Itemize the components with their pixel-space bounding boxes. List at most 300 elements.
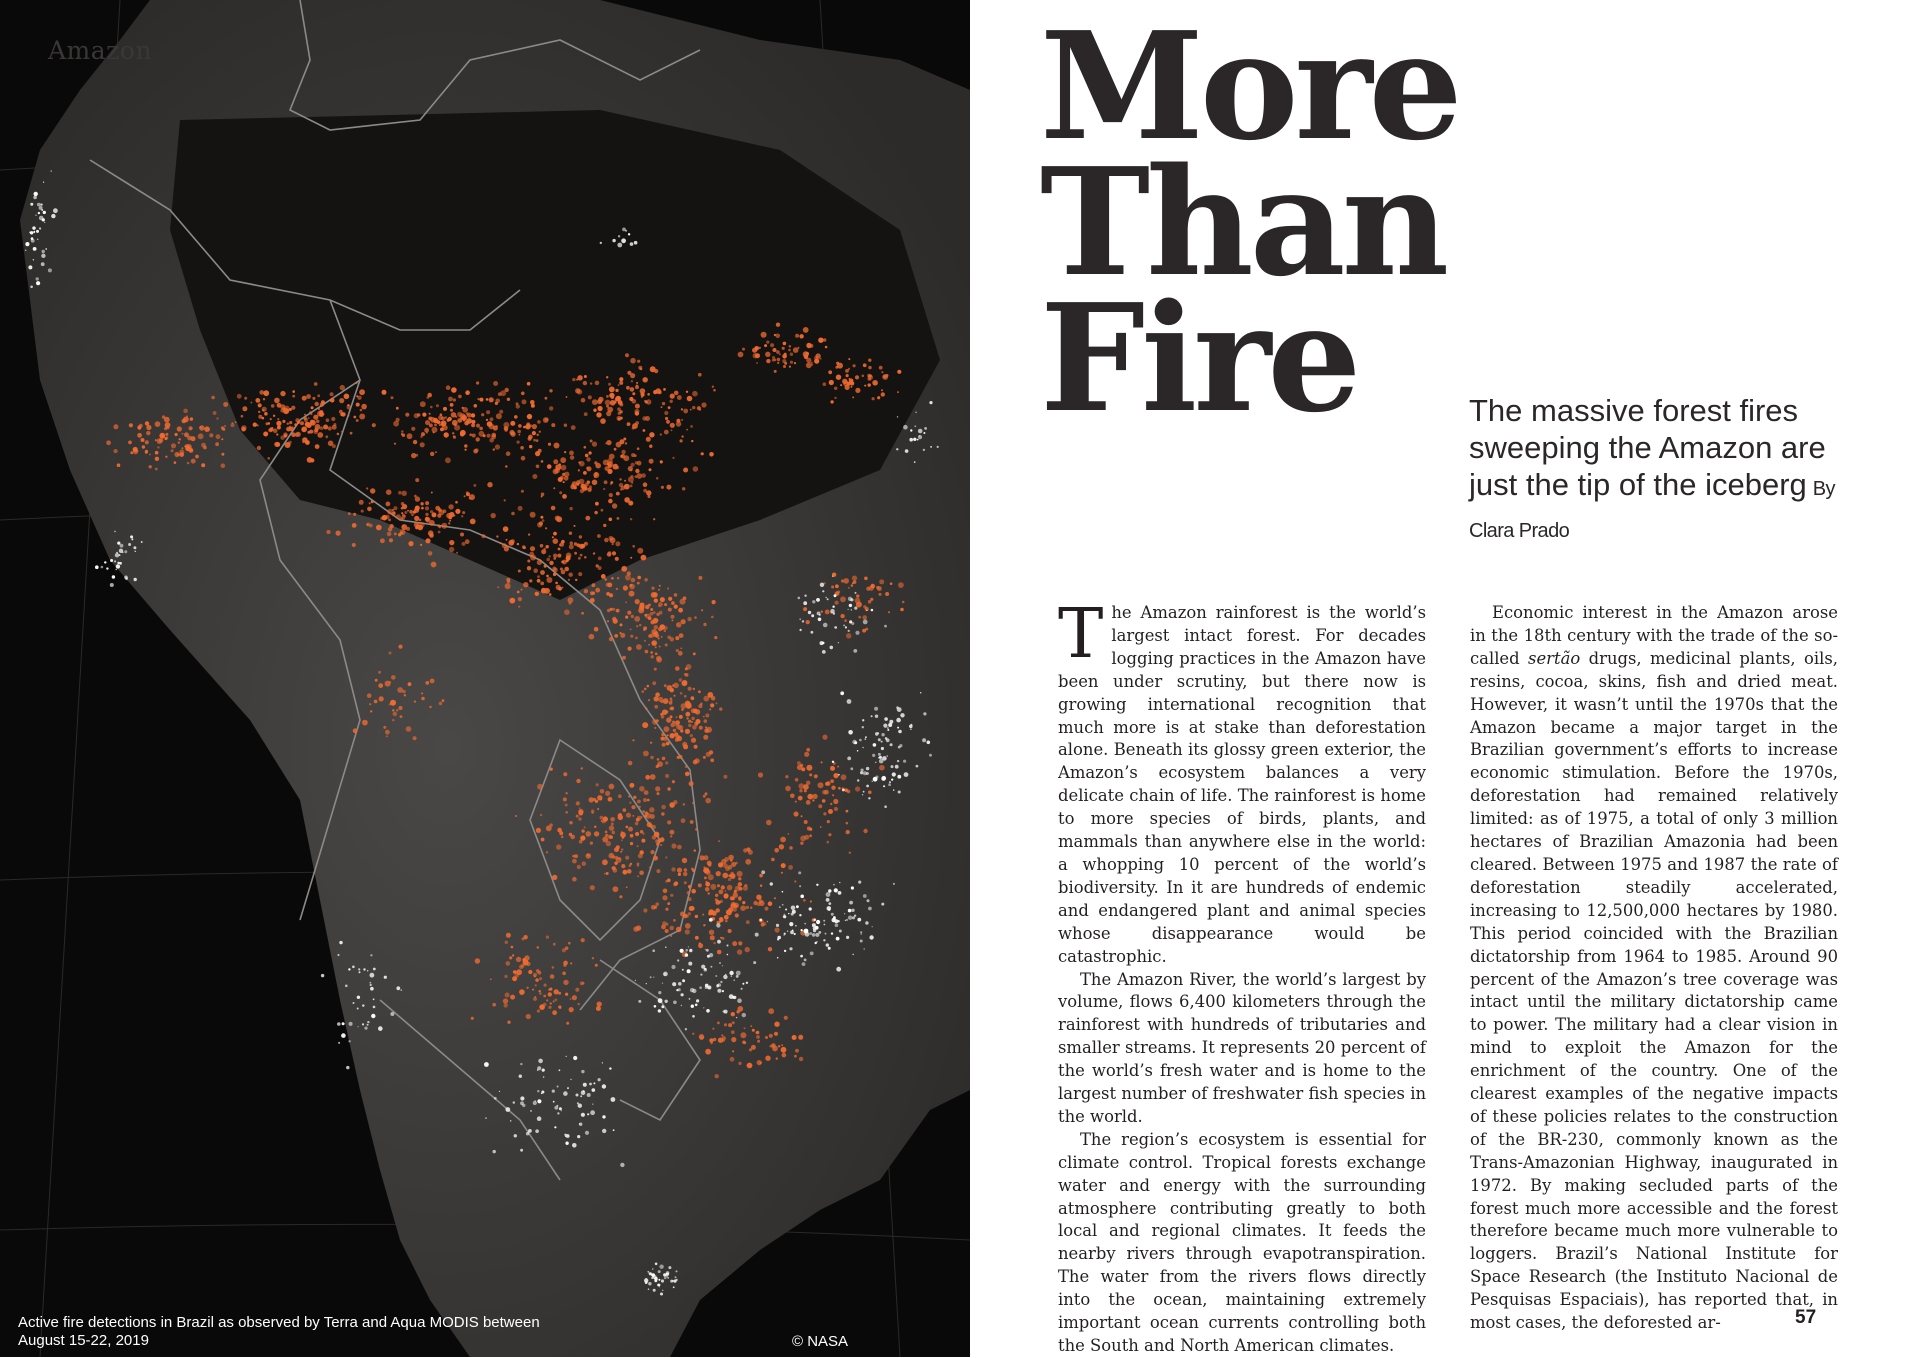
fire-point [615, 389, 618, 392]
fire-point [665, 908, 668, 911]
fire-point [398, 491, 402, 495]
fire-point [782, 347, 785, 350]
fire-point [665, 644, 668, 647]
fire-point [705, 1049, 711, 1055]
city-light [783, 915, 786, 918]
fire-point [678, 608, 683, 613]
fire-point [670, 688, 674, 692]
fire-point [782, 354, 787, 359]
city-light [598, 1078, 601, 1081]
fire-point [777, 362, 779, 364]
city-light [860, 940, 863, 943]
fire-point [799, 334, 803, 338]
fire-point [846, 822, 849, 825]
fire-point [380, 538, 385, 543]
fire-point [612, 866, 616, 870]
fire-point [503, 526, 509, 532]
fire-point [823, 382, 827, 386]
fire-point [188, 448, 192, 452]
city-light [862, 719, 864, 721]
fire-point [845, 385, 850, 390]
fire-point [462, 407, 468, 413]
fire-point [656, 477, 659, 480]
fire-point [760, 885, 762, 887]
city-light [345, 985, 348, 988]
city-light [119, 562, 122, 565]
fire-point [455, 509, 460, 514]
fire-point [510, 995, 515, 1000]
fire-point [532, 431, 536, 435]
fire-point [661, 486, 664, 489]
fire-point [701, 402, 706, 407]
fire-point [331, 417, 335, 421]
city-light [897, 727, 899, 729]
city-light [706, 949, 709, 952]
fire-point [517, 543, 519, 545]
fire-point [693, 760, 698, 765]
city-light [25, 250, 26, 251]
fire-point [490, 417, 494, 421]
fire-point [314, 382, 318, 386]
city-light [898, 730, 902, 734]
fire-point [769, 1034, 773, 1038]
fire-point [391, 396, 394, 399]
fire-point [836, 375, 841, 380]
city-light [30, 203, 33, 206]
city-light [920, 692, 921, 693]
fire-point [687, 396, 693, 402]
fire-point [466, 492, 470, 496]
fire-point [598, 397, 603, 402]
fire-point [198, 433, 204, 439]
fire-point [687, 617, 691, 621]
city-light [746, 982, 748, 984]
city-light [733, 979, 735, 981]
fire-point [465, 539, 470, 544]
fire-point [455, 501, 458, 504]
city-light [676, 1270, 678, 1272]
fire-point [541, 549, 546, 554]
fire-point [622, 656, 626, 660]
city-light [705, 984, 709, 988]
city-light [352, 966, 355, 969]
fire-point [592, 442, 597, 447]
fire-point [268, 422, 271, 425]
fire-point [828, 809, 833, 814]
fire-point [370, 488, 375, 493]
fire-point [732, 1050, 734, 1052]
fire-point [604, 873, 606, 875]
city-light [866, 767, 869, 770]
fire-point [666, 485, 671, 490]
fire-point [187, 462, 190, 465]
fire-point [635, 822, 639, 826]
fire-point [840, 384, 842, 386]
fire-point [653, 642, 656, 645]
fire-point [521, 392, 525, 396]
fire-point [489, 397, 494, 402]
fire-point [189, 426, 193, 430]
fire-point [609, 387, 615, 393]
fire-point [621, 864, 625, 868]
fire-point [765, 352, 770, 357]
fire-point [454, 515, 456, 517]
fire-point [263, 432, 268, 437]
fire-point [645, 650, 649, 654]
fire-point [429, 413, 431, 415]
fire-point [716, 703, 718, 705]
fire-point [466, 418, 472, 424]
fire-point [552, 875, 557, 880]
fire-point [643, 751, 649, 757]
fire-point [715, 894, 718, 897]
fire-point [770, 343, 774, 347]
city-light [789, 922, 793, 926]
fire-point [647, 799, 650, 802]
fire-point [618, 400, 623, 405]
fire-point [114, 449, 118, 453]
fire-point [375, 679, 378, 682]
city-light [672, 982, 676, 986]
city-light [660, 1293, 663, 1296]
fire-point [564, 609, 570, 615]
fire-point [434, 423, 437, 426]
city-light [583, 1083, 587, 1087]
city-light [40, 203, 42, 205]
fire-point [453, 436, 456, 439]
fire-point [606, 440, 611, 445]
city-light [110, 559, 113, 562]
city-light [662, 1290, 663, 1291]
city-light [710, 966, 712, 968]
city-light [823, 939, 825, 941]
fire-point [446, 385, 451, 390]
fire-point [480, 398, 484, 402]
city-light [844, 913, 845, 914]
fire-point [710, 1042, 712, 1044]
fire-point [614, 634, 618, 638]
fire-point [424, 428, 429, 433]
fire-point [221, 453, 224, 456]
city-light [874, 707, 878, 711]
fire-point [645, 707, 647, 709]
fire-point [579, 807, 581, 809]
fire-point [534, 996, 536, 998]
city-light [646, 983, 647, 984]
fire-point [141, 438, 145, 442]
city-light [884, 625, 887, 628]
city-light [654, 1277, 658, 1281]
fire-point [637, 548, 643, 554]
fire-point [671, 615, 675, 619]
fire-point [733, 893, 738, 898]
fire-point [759, 874, 763, 878]
fire-point [563, 980, 568, 985]
fire-point [567, 555, 570, 558]
fire-point [703, 867, 709, 873]
fire-point [625, 616, 628, 619]
fire-point [877, 396, 880, 399]
fire-point [280, 391, 285, 396]
fire-point [837, 766, 839, 768]
city-light [804, 595, 806, 597]
fire-point [572, 995, 577, 1000]
fire-point [708, 892, 710, 894]
fire-point [601, 509, 604, 512]
fire-point [535, 984, 537, 986]
fire-point [177, 454, 179, 456]
fire-point [885, 592, 889, 596]
fire-point [560, 457, 566, 463]
fire-point [590, 598, 595, 603]
city-light [526, 1132, 529, 1135]
city-light [918, 435, 922, 439]
fire-point [795, 334, 799, 338]
fire-point [362, 720, 368, 726]
fire-point [675, 733, 678, 736]
city-light [53, 208, 58, 213]
city-light [45, 248, 47, 250]
city-light [390, 1012, 394, 1016]
fire-point [430, 679, 435, 684]
fire-point [678, 873, 681, 876]
fire-point [612, 831, 616, 835]
fire-point [514, 415, 518, 419]
fire-point [553, 487, 555, 489]
city-light [707, 987, 709, 989]
city-light [661, 1279, 664, 1282]
fire-point [624, 484, 630, 490]
fire-point [595, 964, 598, 967]
fire-point [679, 633, 684, 638]
fire-point [371, 500, 374, 503]
fire-point [724, 893, 729, 898]
fire-point [427, 396, 430, 399]
fire-point [825, 610, 830, 615]
fire-point [785, 786, 791, 792]
fire-point [464, 495, 466, 497]
fire-point [574, 525, 576, 527]
fire-point [675, 636, 679, 640]
fire-point [300, 421, 304, 425]
fire-point [798, 347, 800, 349]
city-light [866, 785, 869, 788]
fire-point [681, 708, 684, 711]
fire-point [623, 808, 627, 812]
fire-point [852, 576, 857, 581]
fire-point [669, 926, 674, 931]
city-light [826, 892, 831, 897]
city-light [888, 723, 892, 727]
fire-point [596, 564, 599, 567]
fire-point [703, 735, 708, 740]
fire-point [387, 509, 393, 515]
city-light [30, 286, 33, 289]
fire-point [619, 858, 621, 860]
fire-point [835, 584, 839, 588]
city-light [341, 1033, 346, 1038]
fire-point [389, 681, 391, 683]
fire-point [655, 786, 660, 791]
fire-point [837, 363, 843, 369]
fire-point [806, 620, 810, 624]
fire-point [540, 570, 545, 575]
fire-point [630, 834, 634, 838]
fire-point [638, 607, 644, 613]
fire-point [414, 701, 416, 703]
fire-point [487, 482, 492, 487]
fire-point [608, 383, 611, 386]
fire-point [804, 355, 808, 359]
fire-point [670, 894, 673, 897]
fire-point [536, 828, 541, 833]
city-light [808, 611, 811, 614]
fire-point [694, 745, 698, 749]
fire-point [399, 706, 403, 710]
fire-point [632, 399, 637, 404]
city-light [845, 626, 847, 628]
city-light [688, 946, 689, 947]
headline-line-3: Fire [1040, 271, 1358, 445]
fire-point [635, 599, 640, 604]
city-light [37, 239, 38, 240]
fire-point [830, 766, 835, 771]
fire-point [700, 703, 703, 706]
fire-point [216, 417, 218, 419]
fire-point [623, 585, 628, 590]
fire-point [852, 396, 854, 398]
fire-point [328, 441, 334, 447]
fire-point [181, 447, 183, 449]
fire-point [831, 786, 835, 790]
fire-point [661, 812, 664, 815]
fire-point [576, 480, 580, 484]
city-light [649, 1272, 650, 1273]
city-light [736, 975, 739, 978]
city-light [891, 765, 894, 768]
fire-point [697, 406, 701, 410]
fire-point [458, 395, 462, 399]
fire-point [583, 381, 587, 385]
city-light [784, 950, 786, 952]
fire-point [607, 583, 612, 588]
fire-point [547, 464, 552, 469]
fire-point [635, 832, 639, 836]
fire-point [533, 568, 538, 573]
fire-point [611, 577, 614, 580]
fire-point [413, 440, 417, 444]
fire-point [619, 377, 623, 381]
fire-point [875, 383, 877, 385]
fire-point [579, 535, 582, 538]
city-light [838, 642, 839, 643]
city-light [896, 718, 901, 723]
fire-point [680, 439, 683, 442]
fire-point [788, 349, 791, 352]
fire-point [742, 348, 745, 351]
fire-point [765, 1036, 768, 1039]
fire-point [509, 598, 515, 604]
fire-point [289, 421, 292, 424]
fire-point [630, 475, 633, 478]
fire-point [685, 772, 690, 777]
city-light [873, 743, 877, 747]
fire-point [585, 454, 589, 458]
fire-point [250, 402, 252, 404]
fire-point [868, 600, 872, 604]
fire-point [600, 816, 604, 820]
byline: By Clara Prado [1469, 478, 1835, 542]
paragraph-text: drugs, medicinal plants, oils, resins, cocoa, skins, fish and dried meat. However, it wasn’t until the 1970s that the Amazon became a major target in the Brazilian government’s efforts to increase economic stimulation. Before the 1970s, deforestation had remained relatively limited: as of 1975, a total of only 3 million hectares of Brazilian Amazonia had been cleared. Between 1975 and 1987 the rate of deforestation steadily accelerated, increasing to 12,500,000 hectares by 1980. This period coincided with the Brazilian dictatorship from 1964 to 1985. Around 90 percent of the Amazon’s tree coverage was intact until the military dictatorship came to power. The military had a clear vision in mind to exploit the Amazon for the enrichment of the country. One of the clearest examples of the negative impacts of these policies relates to the construction of the BR-230, commonly known as the Trans-Amazonian Highway, inaugurated in 1972. By making secluded parts of the forest much more accessible and the forest therefore became much more vulnerable to loggers. Brazil’s National Institute for Space Research (the Instituto Nacional de Pesquisas Espaciais), has reported that, in most cases, the deforested ar- [1470, 648, 1838, 1333]
fire-point [271, 427, 273, 429]
fire-point [551, 423, 555, 427]
fire-point [716, 908, 720, 912]
city-light [846, 936, 849, 939]
fire-point [420, 544, 422, 546]
city-light [552, 1090, 555, 1093]
fire-point [633, 926, 638, 931]
fire-point [601, 574, 606, 579]
fire-point [561, 465, 567, 471]
fire-point [171, 443, 176, 448]
city-light [120, 544, 124, 548]
fire-point [264, 412, 268, 416]
fire-point [670, 700, 672, 702]
fire-point [810, 900, 812, 902]
city-light [827, 906, 832, 911]
fire-point [303, 417, 306, 420]
city-light [611, 1097, 616, 1102]
fire-point [641, 396, 643, 398]
city-light [401, 989, 402, 990]
fire-point [456, 552, 458, 554]
fire-point [292, 395, 295, 398]
fire-point [476, 381, 479, 384]
fire-point [603, 816, 608, 821]
fire-point [145, 450, 148, 453]
city-light [896, 448, 898, 450]
fire-point [582, 861, 587, 866]
fire-point [632, 545, 635, 548]
fire-point [393, 421, 399, 427]
city-light [782, 904, 784, 906]
city-light [868, 797, 870, 799]
fire-point [553, 459, 558, 464]
city-light [790, 930, 794, 934]
fire-point [678, 651, 683, 656]
fire-point [781, 1047, 787, 1053]
city-light [881, 741, 883, 743]
fire-point [661, 805, 666, 810]
fire-point [471, 423, 475, 427]
fire-point [626, 826, 629, 829]
city-light [396, 986, 400, 990]
fire-point [389, 538, 393, 542]
fire-point [394, 533, 397, 536]
city-light [799, 618, 801, 620]
fire-point [650, 651, 653, 654]
city-light [898, 746, 901, 749]
city-light [892, 772, 896, 776]
fire-point [429, 706, 431, 708]
fire-point [626, 813, 631, 818]
fire-point [711, 616, 714, 619]
city-light [520, 1096, 524, 1100]
fire-point [595, 381, 600, 386]
fire-point [645, 812, 647, 814]
fire-point [325, 435, 328, 438]
paragraph [1058, 595, 1426, 969]
